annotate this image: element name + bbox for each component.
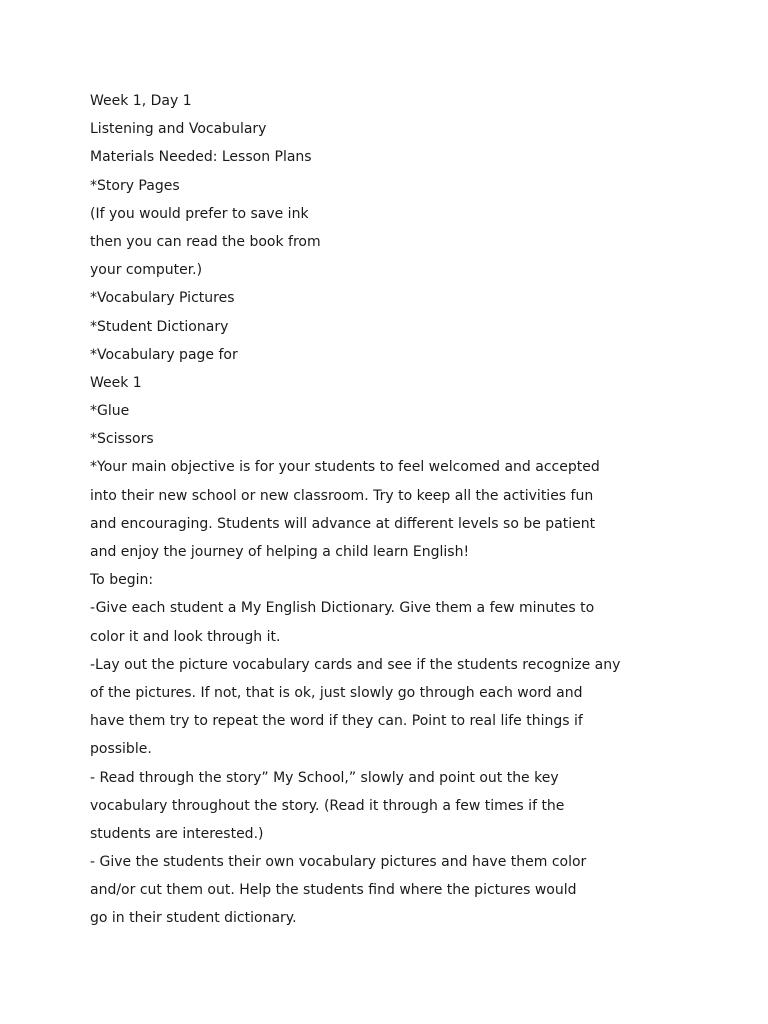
materials-item: *Scissors xyxy=(90,431,154,448)
step-line: - Give the students their own vocabulary pictures and have them color xyxy=(90,854,587,871)
heading-topic: Listening and Vocabulary xyxy=(90,121,267,138)
step-line: -Lay out the picture vocabulary cards and see if the students recognize any xyxy=(90,656,621,673)
document-body xyxy=(90,87,690,933)
step-line: vocabulary throughout the story. (Read it through a few times if the xyxy=(90,797,565,814)
materials-item: *Glue xyxy=(90,403,130,420)
step-line: have them try to repeat the word if they can. Point to real life things if xyxy=(90,713,583,730)
objective-line: into their new school or new classroom. Try to keep all the activities fun xyxy=(90,487,594,504)
step-line: -Give each student a My English Dictionary. Give them a few minutes to xyxy=(90,600,595,617)
objective-line: and enjoy the journey of helping a child learn English! xyxy=(90,544,470,560)
materials-item: *Student Dictionary xyxy=(90,318,229,335)
text-line: (If you would prefer to save ink xyxy=(90,205,309,222)
text-line: then you can read the book from xyxy=(90,233,321,250)
text-line: Week 1 xyxy=(90,374,142,391)
objective-line: and encouraging. Students will advance at different levels so be patient xyxy=(90,515,596,532)
step-line: and/or cut them out. Help the students find where the pictures would xyxy=(90,882,577,899)
step-line: go in their student dictionary. xyxy=(90,910,297,927)
objective-line: *Your main objective is for your students to feel welcomed and accepted xyxy=(90,459,600,476)
step-line: of the pictures. If not, that is ok, just slowly go through each word and xyxy=(90,684,583,701)
text-line: your computer.) xyxy=(90,262,203,279)
materials-heading: Materials Needed: Lesson Plans xyxy=(90,149,312,166)
heading-day: Week 1, Day 1 xyxy=(90,93,192,109)
step-line: color it and look through it. xyxy=(90,628,281,645)
step-line: students are interested.) xyxy=(90,825,264,842)
materials-item: *Vocabulary Pictures xyxy=(90,290,235,307)
step-line: - Read through the story” My School,” slowly and point out the key xyxy=(90,769,559,786)
step-line: possible. xyxy=(90,741,152,758)
materials-item: *Vocabulary page for xyxy=(90,346,238,363)
to-begin-heading: To begin: xyxy=(90,572,154,589)
materials-item: *Story Pages xyxy=(90,177,180,194)
